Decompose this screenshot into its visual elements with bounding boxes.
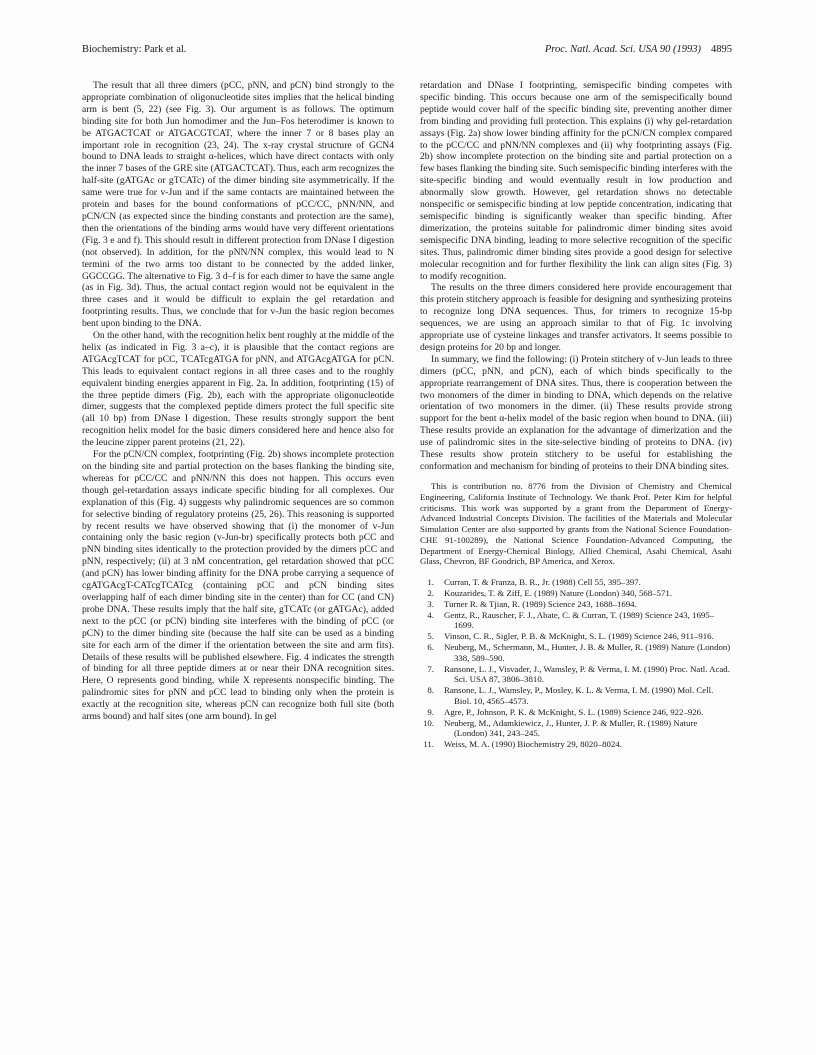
- reference-list: [420, 577, 732, 750]
- reference-item: [420, 599, 732, 610]
- reference-text: Turner R. & Tjian, R. (1989) Science 243, 1688–1694.: [444, 598, 637, 609]
- reference-item: [420, 642, 732, 664]
- reference-text: Agre, P., Johnson, P. K. & McKnight, S. L. (1989) Science 246, 922–926.: [444, 706, 704, 717]
- right-column: [420, 80, 732, 750]
- body-paragraph: The results on the three dimers considered here provide encouragement that this protein stitchery approach is feasible for designing and synthesizing proteins to recognize long DNA sequences. Thus, for trimers to recognize 15-bp sequences, we are using an approach similar to that of Fig. 1c involving appropriate use of cysteine linkages and transfer activators. It seems possible to design proteins for 20 bp and longer.: [420, 282, 732, 353]
- reference-number: 3.: [427, 598, 434, 609]
- journal-citation: Proc. Natl. Acad. Sci. USA 90 (1993): [544, 44, 701, 55]
- body-paragraph: The result that all three dimers (pCC, pNN, and pCN) bind strongly to the appropriate combination of oligonucleotide sites implies that the helical binding arm is bent (5, 22) (see Fig. 3). Our argument is as follows. The optimum binding site for both Jun homodimer and the Jun–Fos heterodimer is known to be ATGACTCAT or ATGACGTCAT, where the inner 7 or 8 bases play an important role in recognition (23, 24). The x-ray crystal structure of GCN4 bound to DNA leads to straight α-helices, which have direct contacts with only the inner 7 bases of the GRE site (ATGACTCAT). Thus, each arm recognizes the half-site (gATGAc or gTCATc) of the dimer binding site asymmetrically. If the same were true for v-Jun and if the same contacts are maintained between the protein and bases for the bound conformations of pCC/CC, pNN/NN, and pCN/CN (as expected since the binding constants and protection are the same), then the orientations of the binding arms would have very different orientations (Fig. 3 e and f). This should result in different protection from DNase I digestion (not observed). In addition, for the pNN/NN complex, this would lead to N termini of the two arms too distant to be connected by the added linker, GGCCGG. The alternative to Fig. 3 d–f is for each dimer to have the same angle (as in Fig. 3d). Thus, the actual contact region would not be equivalent in the three cases and it would be difficult to explain the gel retardation and footprinting results. Thus, we conclude that for v-Jun the basic region becomes bent upon binding to the DNA.: [82, 80, 394, 330]
- reference-item: [420, 685, 732, 707]
- reference-item: [420, 610, 732, 632]
- reference-item: [420, 718, 732, 740]
- body-paragraph: In summary, we find the following: (i) Protein stitchery of v-Jun leads to three dimers (pCC, pNN, and pCN), each of which binds specifically to the appropriate rearrangement of DNA sites. Thus, there is cooperation between the two monomers of the dimer in binding to DNA, which depends on the relative orientation of two monomers in the dimer. (ii) These results provide strong support for the bent α-helix model of the basic region when bound to DNA. (iii) These results provide an explanation for the advantage of dimerization and the use of palindromic sites in the site-selective binding of proteins to DNA. (iv) These results show protein stitchery to be useful for establishing the conformation and mechanism for binding of proteins to their DNA binding sites.: [420, 353, 732, 472]
- reference-text: Kouzarides, T. & Ziff, E. (1989) Nature (London) 340, 568–571.: [444, 588, 672, 599]
- reference-text: Ransone, L. J., Wamsley, P., Mosley, K. L. & Verma, I. M. (1990) Mol. Cell. Biol. 10, 4565–4573.: [444, 685, 714, 707]
- reference-text: Neuberg, M., Adamkiewicz, J., Hunter, J. P. & Muller, R. (1989) Nature (London) 341, 243–245.: [444, 717, 698, 739]
- reference-text: Vinson, C. R., Sigler, P. B. & McKnight, S. L. (1989) Science 246, 911–916.: [444, 631, 714, 642]
- reference-number: 6.: [427, 642, 434, 653]
- reference-item: [420, 707, 732, 718]
- page-number: 4895: [711, 44, 732, 55]
- reference-item: [420, 664, 732, 686]
- running-header-right: [545, 44, 732, 55]
- reference-number: 2.: [427, 588, 434, 599]
- running-header: [82, 44, 732, 58]
- reference-number: 5.: [427, 631, 434, 642]
- reference-text: Neuberg, M., Schermann, M., Hunter, J. B. & Muller, R. (1989) Nature (London) 338, 589–590.: [444, 642, 731, 663]
- reference-text: Weiss, M. A. (1990) Biochemistry 29, 8020–8024.: [444, 739, 622, 750]
- body-paragraph: retardation and DNase I footprinting, semispecific binding competes with specific binding. This occurs because one arm of the semispecifically bound peptide would cover half of the specific binding site, preventing another dimer from binding and providing full protection. This explains (i) why gel-retardation assays (Fig. 2a) show lower binding affinity for the pCN/CN complex compared to the pCC/CC and pNN/NN complexes and (ii) why footprinting assays (Fig. 2b) show incomplete protection on the binding site and partial protection on a few bases flanking the binding site. Such semispecific binding interferes with the site-specific binding and would eventually result in low production and abnormally slow growth. However, gel retardation shows no detectable nonspecific or semispecific binding at low peptide concentration, indicating that semispecific binding is significantly weaker than specific binding. After dimerization, the proteins suitable for palindromic dimer binding sites avoid semispecific DNA binding, leading to more selective recognition of the specific sites. Thus, palindromic dimer binding sites provide a good design for selective molecular recognition and for further flexibility the link can align sites (Fig. 3) to modify recognition.: [420, 80, 732, 282]
- acknowledgment: This is contribution no. 8776 from the Division of Chemistry and Chemical Engineering, California Institute of Technology. We thank Prof. Peter Kim for helpful criticisms. This work was supported by a grant from the Department of Energy-Advanced Industrial Concepts Division. The facilities of the Materials and Molecular Simulation Center are also supported by grants from the National Science Foundation-CHE 91-100289), the National Science Foundation-Advanced Computing, the Department of Energy-Chemical Biology, Allied Chemical, Asahi Chemical, Asahi Glass, Chevron, BF Goodrich, BP America, and Xerox.: [420, 480, 732, 567]
- reference-item: [420, 739, 732, 750]
- reference-text: Ransone, L. J., Visvader, J., Wamsley, P. & Verma, I. M. (1990) Proc. Natl. Acad. Sci. USA 87, 3806–3810.: [444, 663, 730, 685]
- reference-item: [420, 588, 732, 599]
- reference-text: Curran, T. & Franza, B. R., Jr. (1988) Cell 55, 395–397.: [444, 577, 641, 588]
- reference-number: 9.: [427, 706, 434, 717]
- running-header-left: Biochemistry: Park et al.: [82, 44, 187, 55]
- reference-text: Gentz, R., Rauscher, F. J., Abate, C. & Curran, T. (1989) Science 243, 1695–1699.: [444, 609, 715, 631]
- reference-number: 7.: [427, 663, 434, 674]
- reference-item: [420, 631, 732, 642]
- reference-number: 1.: [427, 577, 434, 588]
- reference-number: 10.: [423, 717, 434, 728]
- reference-number: 8.: [427, 685, 434, 696]
- left-column: [82, 80, 394, 723]
- body-paragraph: For the pCN/CN complex, footprinting (Fig. 2b) shows incomplete protection on the binding site and partial protection on the bases flanking the binding site, whereas for pCC/CC and pNN/NN this does not happen. This occurs even though gel-retardation assays indicate specific binding for all complexes. Our explanation of this (Fig. 4) suggests why palindromic sequences are so common for selective binding of regulatory proteins (25, 26). This reasoning is supported by recent results we have observed showing that (i) the monomer of v-Jun containing only the basic region (v-Jun-br) specifically protects both pCC and pNN binding sites identically to the protection provided by the dimers pCC and pNN, respectively; (ii) at 3 nM concentration, gel retardation showed that pCC (and pCN) has lower binding affinity for the DNA probe carrying a sequence of cgATGAcgT-CATcgTCATcg (containing pCC and pCN binding sites overlapping half of each dimer binding site in the center) than for CC (and CN) probe DNA. These results imply that the half site, gTCATc (or gATGAc), added next to the pCC (or pCN) binding site interferes with the binding of pCC (or pCN) to the dimer binding site (because the half site can be used as a binding site for each arm of the dimer if the orientation between the site and arm fits). Details of these results will be published elsewhere. Fig. 4 indicates the strength of binding for all three peptide dimers at or near their DNA recognition sites. Here, O represents good binding, while X represents nonspecific binding. The palindromic sites for pNN and pCC lead to binding only when the protein is exactly at the recognition site, whereas pCN can recognize both full site (both arms bound) and half sites (one arm bound). In gel: [82, 449, 394, 723]
- body-paragraph: On the other hand, with the recognition helix bent roughly at the middle of the helix (as indicated in Fig. 3 a–c), it is plausible that the contact regions are ATGAcgTCAT for pCC, TCATcgATGA for pNN, and ATGAcgATGA for pCN. This leads to equivalent contact regions in all three cases and to the roughly equivalent binding energies apparent in Fig. 2a. In addition, footprinting (15) of the three peptide dimers (Fig. 2b), each with the appropriate oligonucleotide dimer, suggests that the complexed peptide dimers protect the full specific site (all 10 bp) from DNase I digestion. These results strongly support the bent recognition helix model for the basic dimers considered here and hence also for the leucine zipper parent proteins (21, 22).: [82, 330, 394, 449]
- reference-number: 11.: [423, 739, 434, 750]
- reference-number: 4.: [427, 609, 434, 620]
- reference-item: [420, 577, 732, 588]
